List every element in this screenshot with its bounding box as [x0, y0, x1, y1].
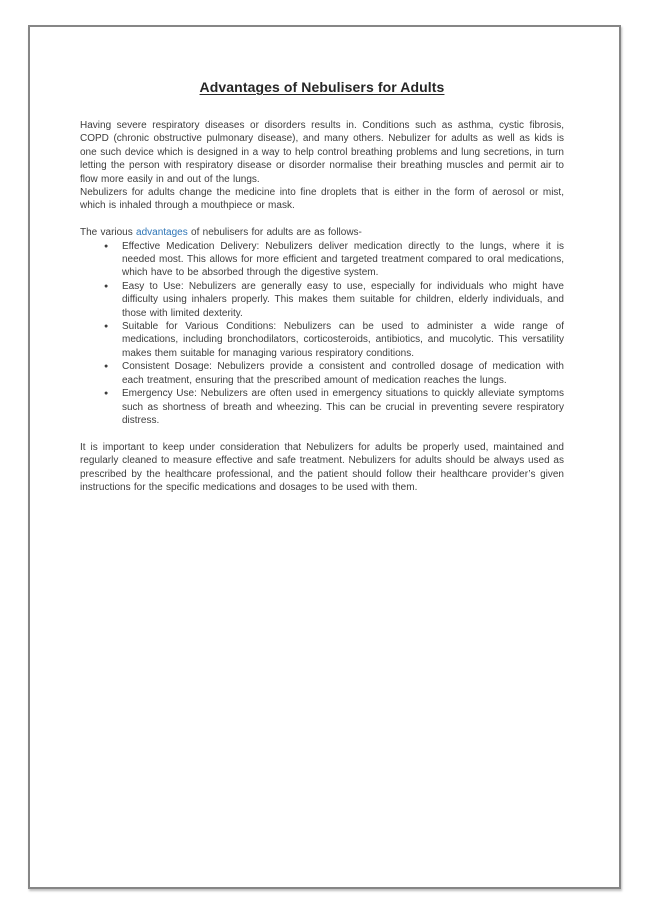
closing-paragraph: It is important to keep under consideration that Nebulizers for adults be properly used, maintained and regularly cleaned to measure effective and safe treatment. Nebulizers for adults should be always used as prescribed by the healthcare professional, and the patient should follow their healthcare provider’s given instructions for the specific medications and dosages to be used with them.	[80, 441, 564, 493]
advantages-list	[80, 240, 564, 428]
bullet-icon: ●	[104, 282, 109, 290]
intro-paragraph-1: Having severe respiratory diseases or disorders results in. Conditions such as asthma, cystic fibrosis, COPD (chronic obstructive pulmonary disease), and many others. Nebulizer for adults as well as kids is one such device which is designed in a way to help control breathing problems and lung secretions, in turn letting the person with respiratory disease or disorder normalise their breathing muscles and permit air to flow more easily in and out of the lungs.	[80, 120, 564, 185]
bullet-icon: ●	[104, 242, 109, 250]
list-item-text: Consistent Dosage: Nebulizers provide a consistent and controlled dosage of medication with each treatment, ensuring that the prescribed amount of medication reaches the lungs.	[122, 361, 564, 386]
list-item	[80, 387, 564, 427]
list-item	[80, 240, 564, 280]
page-content	[30, 27, 619, 494]
list-item-text: Easy to Use: Nebulizers are generally easy to use, especially for individuals who might have difficulty using inhalers properly. This makes them suitable for children, elderly individuals, and those with limited dexterity.	[122, 280, 564, 319]
advantages-lead-suffix: of nebulisers for adults are as follows-	[187, 227, 362, 239]
list-item	[80, 280, 564, 320]
bullet-icon: ●	[104, 390, 109, 398]
list-item	[80, 320, 564, 360]
list-item	[80, 360, 564, 387]
list-item-text: Suitable for Various Conditions: Nebulizers can be used to administer a wide range of medications, including bronchodilators, corticosteroids, antibiotics, and mucolytic. This versatility makes them suitable for managing various respiratory conditions.	[122, 321, 564, 359]
bullet-icon: ●	[104, 363, 109, 371]
document-page	[28, 25, 621, 889]
blank-line	[80, 213, 564, 226]
bullet-icon: ●	[104, 323, 109, 331]
advantages-lead-prefix: The various	[80, 227, 137, 239]
advantages-link[interactable]: advantages	[136, 227, 188, 239]
list-item-text: Effective Medication Delivery: Nebulizers deliver medication directly to the lungs, where it is needed most. This allows for more efficient and targeted treatment compared to oral medications, which have to be absorbed through the digestive system.	[122, 240, 564, 279]
intro-paragraph-2: Nebulizers for adults change the medicine into fine droplets that is either in the form of aerosol or mist, which is inhaled through a mouthpiece or mask.	[80, 187, 564, 212]
list-item-text: Emergency Use: Nebulizers are often used in emergency situations to quickly alleviate symptoms such as shortness of breath and wheezing. This can be crucial in preventing severe respiratory distress.	[122, 388, 564, 426]
page-title: Advantages of Nebulisers for Adults	[199, 79, 445, 95]
blank-line	[80, 427, 564, 440]
advantages-lead-line	[80, 226, 564, 239]
